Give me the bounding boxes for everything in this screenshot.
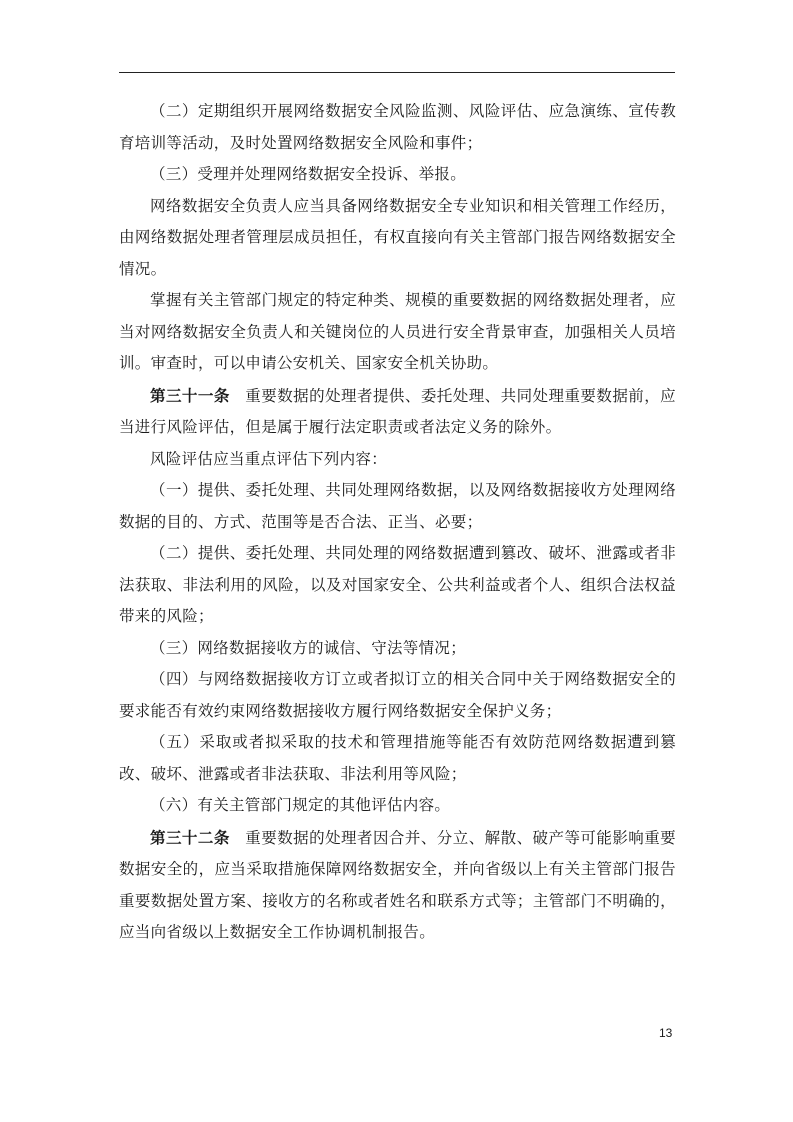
article-32 (119, 822, 676, 949)
list-item: （一）提供、委托处理、共同处理网络数据，以及网络数据接收方处理网络数据的目的、方式、范围等是否合法、正当、必要； (119, 481, 676, 531)
article-31 (119, 380, 676, 444)
body-paragraph: 掌握有关主管部门规定的特定种类、规模的重要数据的网络数据处理者，应当对网络数据安全负责人和关键岗位的人员进行安全背景审查，加强相关人员培训。审查时，可以申请公安机关、国家安全机关协助。 (119, 291, 676, 372)
article-text: 重要数据的处理者因合并、分立、解散、破产等可能影响重要数据安全的，应当采取措施保障网络数据安全，并向省级以上有关主管部门报告重要数据处置方案、接收方的名称或者姓名和联系方式等；主管部门不明确的，应当向省级以上数据安全工作协调机制报告。 (119, 828, 676, 941)
article-heading: 第三十一条 (150, 385, 230, 405)
list-item: （四）与网络数据接收方订立或者拟订立的相关合同中关于网络数据安全的要求能否有效约束网络数据接收方履行网络数据安全保护义务； (119, 670, 676, 720)
page-number: 13 (659, 1026, 673, 1040)
list-item: （三）受理并处理网络数据安全投诉、举报。 (150, 165, 467, 183)
list-item: （三）网络数据接收方的诚信、守法等情况； (150, 638, 467, 657)
body-paragraph: 网络数据安全负责人应当具备网络数据安全专业知识和相关管理工作经历，由网络数据处理者管理层成员担任，有权直接向有关主管部门报告网络数据安全情况。 (119, 196, 676, 278)
body-paragraph: 风险评估应当重点评估下列内容： (150, 449, 388, 468)
article-text: 重要数据的处理者提供、委托处理、共同处理重要数据前，应当进行风险评估，但是属于履行法定职责或者法定义务的除外。 (119, 386, 676, 436)
document-body (119, 96, 676, 949)
list-item: （六）有关主管部门规定的其他评估内容。 (150, 796, 451, 814)
list-item: （二）提供、委托处理、共同处理的网络数据遭到篡改、破坏、泄露或者非法获取、非法利用的风险，以及对国家安全、公共利益或者个人、组织合法权益带来的风险； (119, 544, 676, 625)
list-item: （五）采取或者拟采取的技术和管理措施等能否有效防范网络数据遭到篡改、破坏、泄露或者非法获取、非法利用等风险； (119, 733, 676, 783)
article-heading: 第三十二条 (150, 827, 230, 847)
list-item: （二）定期组织开展网络数据安全风险监测、风险评估、应急演练、宣传教育培训等活动，及时处置网络数据安全风险和事件； (119, 102, 676, 152)
header-rule (119, 72, 675, 73)
